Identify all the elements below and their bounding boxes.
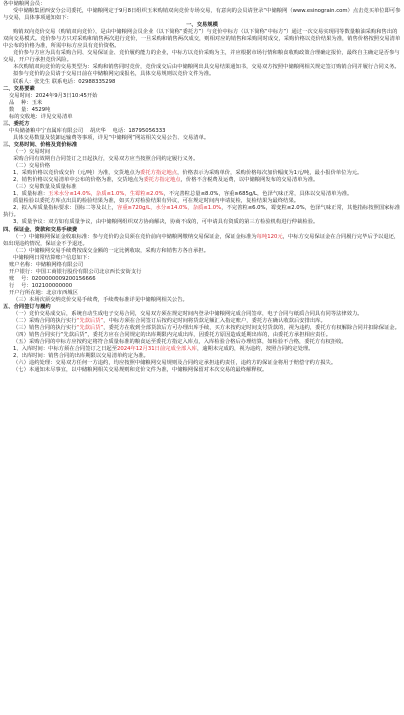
paragraph: 受中储粮集团西安分公司委托，中储粮网定于9月8日组织玉米购销双向竞价专场交易，有意向的会员请登录“中储粮网（www.esinograin.com）点击竞买单位即可参与交易，具体事项通知如下： [3,8,401,22]
paragraph: （三）本场次须交纳竞价交易手续费，手续费标准详见中储粮网相关公告。 [13,296,188,303]
paragraph: 各中储粮网会员： [3,1,46,7]
paragraph: 本次购销双向竞价的交易类型为：采购和销售同时竞价，竞价成交后由中储粮网出具交易结果通知书，交易双方按照中储粮网相关规定签订购销合同并履行合同义务。 [13,64,400,71]
text-segment: 1、采购价格以竞价成交价（元/吨）为准，交货地点为 [13,170,140,177]
paragraph: 中央储备粮中宁直属库有限公司 胡庆华 电话：18795056333 [9,127,166,134]
paragraph: 2、出库时间：销售合同的出库期限以交易清单约定为准。 [13,353,149,360]
paragraph: （五）采购合同的中标方应按约定将符合质量标准的粮食运至委托方指定入库点，入库检验合格后办理结算，如检验不合格，委托方有权拒收。 [13,339,347,346]
paragraph: 数 量：4529吨 [9,106,51,113]
paragraph: （一）交易时间 [13,148,51,155]
highlighted-text: 委托方指定地点 [143,177,181,184]
text-segment: ，价格表示为采购单价，采购价格每次加价幅度为1元/吨，最小报价单位为元。 [177,170,363,177]
paragraph: （四）销售合同实行“先款后货”，委托方应在合同规定的出库期限内完成出库，因委托方原因造成延期出库的，由委托方承担相应责任。 [13,332,332,339]
paragraph: 购销双向竞价交易（购销双向竞价），是由中储粮网会员企业（以下简称“委托方”）与竞价中标方（以下简称“中标方”）通过一次交易实现同等数量粮油采购和售出的双向交易模式。竞价参与方只对采购和销售两次进行竞价，一旦采购和销售两次成交，则相对应的销售和采购同时成交，采购价格以竞价结果为准，销售价格按照交易清单中公布的价格为准，所需中标方应具有竞价资格。 [3,29,401,50]
paragraph: 竞价参与方应为具有采购合同、交易保证金、竞价履约能力的企业，中标方以竞价采购为主，并应根据市场行情和粮食收购政策合理确定报价，最终自主确定是否参与交易，开户行承担竞价风险。 [3,50,400,64]
paragraph: 采购合同有效期自合同签订之日起执行，交易双方应当按照合同约定履行义务。 [13,156,199,163]
paragraph: （二）交易价格 [13,163,51,170]
text-segment: ，中标方交易保证金在合同履行完毕后予以退还，如出现违约情况，保证金不予退还。 [3,233,400,247]
section-heading: 五、合同签订与履约 [3,304,51,311]
highlighted-text: 每吨120元 [256,233,283,240]
paragraph [3,205,401,219]
paragraph: 交易时间：2024年9月3日10:45开始 [9,92,98,99]
text-segment: ，逾期未完成的，视为违约，按照合同约定处理。 [196,346,314,353]
paragraph: 质量检验以委托方库点出具的检验结果为准，如买方对检验结果有异议，可在规定时间内申请复检，复检结果为最终结果。 [13,198,300,205]
highlighted-text: 玉米水分≤14.0%，杂质≤1.0%，生霉粒≤2.0% [48,191,164,198]
section-heading: 四、保证金、资款和交易手续费 [3,226,78,233]
text-segment: （二）采购合同的执行实行 [13,318,77,325]
paragraph: 账 号：0200000009200156666 [9,275,96,282]
highlighted-text: “先款后货” [76,318,104,325]
paragraph: 联系人：张先生 联系电话：02988335298 [13,78,116,85]
text-segment: （一）中储粮网保证金收取标准：参与竞价的会员须在竞价前向中储粮网缴纳交易保证金，保证金标准为 [13,233,257,240]
highlighted-text: 容重≥720g/L，水分≤14.0%，杂质≤1.0% [117,205,222,212]
section-heading: 二、交易要素 [3,85,35,92]
text-segment: ，不完善粒≤6.0%，霉变粒≤2.0%，色泽气味正常，其他指标按照国家标准执行。 [3,205,401,219]
text-segment: 1、质量标准： [13,191,49,198]
paragraph: 拟参与竞价的会员请于交易日前在中储粮网完成报名，具体交易规则以竞价文件为准。 [13,71,215,78]
text-segment: 1、入库时间：中标方须在合同签订之日起至 [13,346,118,353]
highlighted-text: “先款后货” [76,325,104,332]
paragraph: 行 号：102100000000 [9,282,73,289]
highlighted-text: 2024年12月31日前完成全部入库 [117,346,197,353]
paragraph: 账户名称：中储粮网络有限公司 [9,261,84,268]
paragraph: 中储粮网日常结算账户信息如下： [13,254,93,261]
text-segment: ，委托方在收到全部货款后方可办理出库手续，买方未按约定时间支付货款的，视为违约，委托方有权解除合同并扣除保证金。 [103,325,400,332]
section-heading: 三、委托方 [3,120,30,127]
paragraph: （一）竞价交易成交后，系统自动生成电子交易合同，交易双方须在规定时间内登录中储粮网完成合同签章，电子合同与纸质合同具有同等法律效力。 [13,311,363,318]
paragraph: （六）违约处理：交易双方任何一方违约，均应按照中储粮网交易规则及合同约定承担违约责任，违约方的保证金将用于赔偿守约方损失。 [13,360,337,367]
paragraph: 开户银行：中国工商银行股份有限公司北京西长安街支行 [9,268,142,275]
text-segment: ，价格不含税费及运费，以中储粮网发布的交易清单为准。 [180,177,319,184]
paragraph: 品 种：玉米 [9,99,43,106]
paragraph: 具体交易数量及装卸运输费等事项，详见“中储粮网”网站相关交易公告、交易清单。 [13,134,210,141]
paragraph [3,234,401,248]
text-segment: （三）销售合同的执行实行 [13,325,77,332]
text-segment: ，中标方须在合同签订后按约定时间将货款足额汇入指定账户，委托方在确认收款后安排出库。 [103,318,326,325]
paragraph: （三）交易数量及质量标准 [13,184,77,191]
paragraph: （七）本通知未尽事宜，以中储粮网相关交易规则和竞价文件为准，中储粮网保留对本次交易的最终解释权。 [13,367,268,374]
section-heading: 三、交易时间、价格及竞价标准 [3,141,78,148]
paragraph: （二）中储粮网交易手续费按成交金额的一定比例收取，采购方和销售方各自承担。 [13,247,209,254]
text-segment: 2、拟入库质量指标要求：国标二等及以上， [13,205,118,212]
section-heading: 一、交易规模 [186,22,218,29]
paragraph: 标的交收地：详见交易清单 [9,113,73,120]
paragraph: 3、质量争议：双方如有质量争议，由中储粮网组织双方协商解决，协商不成的，可申请具有资质的第三方检验机构进行仲裁检验。 [13,219,319,226]
paragraph: 开户行所在地：北京市西城区 [9,289,78,296]
text-segment: ，不完善粒总量≤8.0%，容重≥685g/L，色泽气味正常，具体以交易清单为准。 [163,191,353,198]
text-segment: 2、销售价格以交易清单中公布的价格为准，交货地点为 [13,177,144,184]
highlighted-text: 委托方指定地点 [140,170,178,177]
